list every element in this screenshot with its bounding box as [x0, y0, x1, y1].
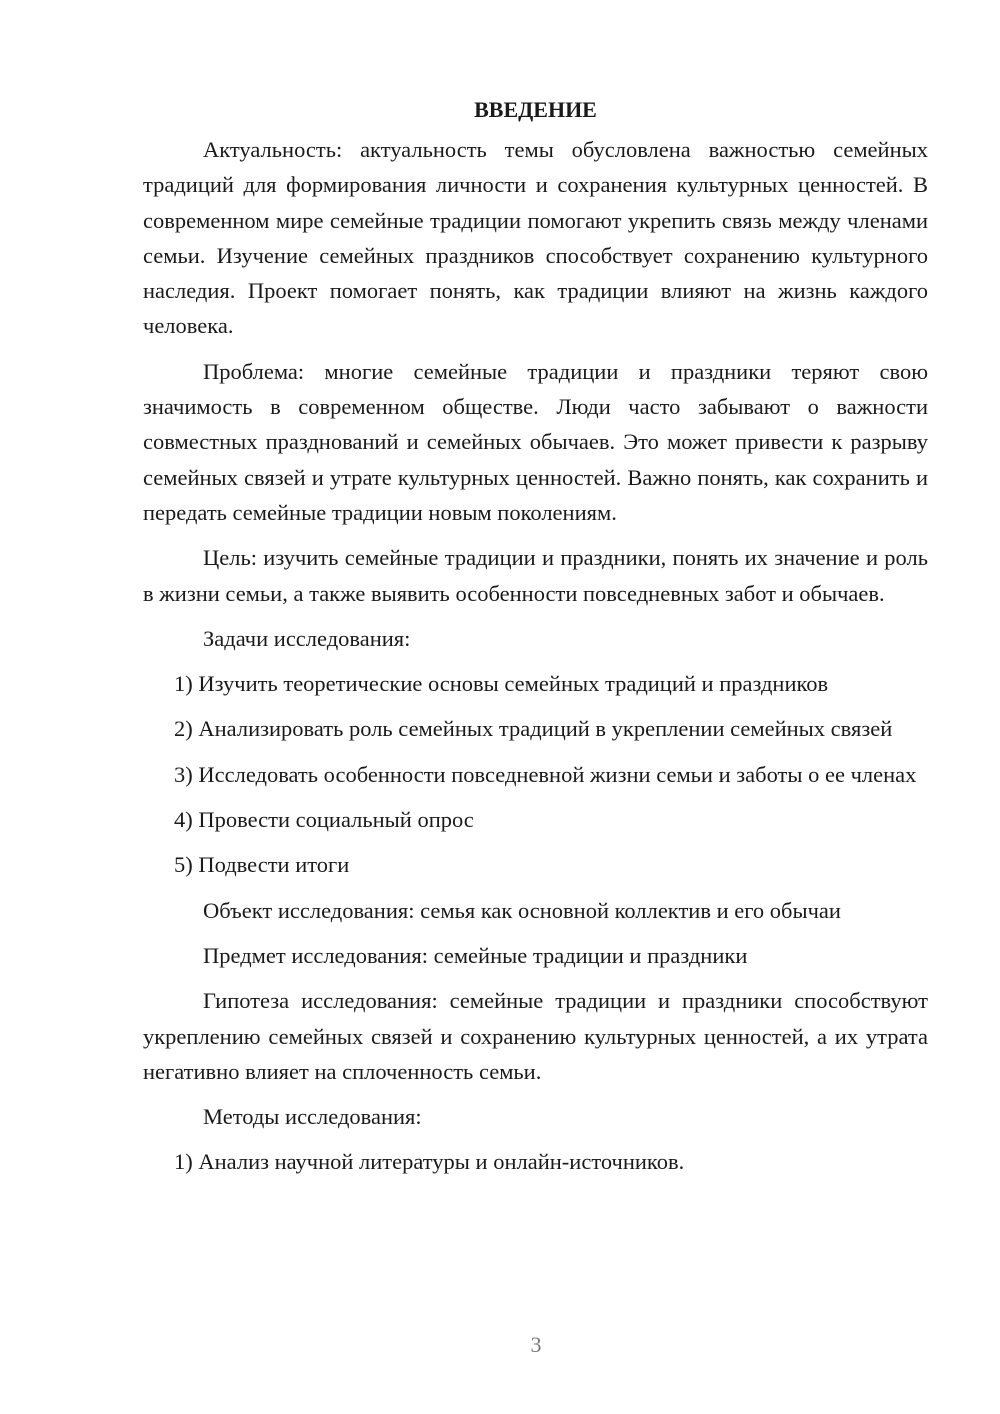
relevance-paragraph: Актуальность: актуальность темы обусловлена важностью семейных традиций для формирования личности и сохранения культурных ценностей. В современном мире семейные традиции помогают укрепить связь между членами семьи. Изучение семейных праздников способствует сохранению культурного наследия. Проект помогает понять, как традиции влияют на жизнь каждого человека.: [143, 137, 928, 339]
task-item: 1) Изучить теоретические основы семейных традиций и праздников: [174, 671, 829, 697]
object-paragraph: Объект исследования: семья как основной коллектив и его обычаи: [203, 897, 841, 923]
task-item: 2) Анализировать роль семейных традиций в укреплении семейных связей: [174, 716, 893, 742]
task-item: 3) Исследовать особенности повседневной жизни семьи и заботы о ее членах: [174, 761, 917, 787]
hypothesis-paragraph: Гипотеза исследования: семейные традиции и праздники способствуют укреплению семейных связей и сохранению культурных ценностей, а их утрата негативно влияет на сплоченность семьи.: [143, 988, 928, 1084]
problem-paragraph: Проблема: многие семейные традиции и праздники теряют свою значимость в современном обществе. Люди часто забывают о важности совместных празднований и семейных обычаев. Это может привести к разрыву семейных связей и утрате культурных ценностей. Важно понять, как сохранить и передать семейные традиции новым поколениям.: [143, 358, 928, 525]
document-page: [143, 92, 928, 1190]
goal-paragraph: Цель: изучить семейные традиции и праздники, понять их значение и роль в жизни семьи, а также выявить особенности повседневных забот и обычаев.: [143, 545, 928, 606]
page-number: 3: [530, 1332, 542, 1357]
task-item: 4) Провести социальный опрос: [174, 807, 474, 833]
subject-paragraph: Предмет исследования: семейные традиции и праздники: [203, 942, 748, 968]
method-item: 1) Анализ научной литературы и онлайн-источников.: [174, 1149, 685, 1175]
section-heading: ВВЕДЕНИЕ: [474, 97, 597, 122]
task-item: 5) Подвести итоги: [174, 852, 350, 878]
methods-title: Методы исследования:: [203, 1104, 422, 1130]
tasks-title: Задачи исследования:: [203, 625, 411, 651]
